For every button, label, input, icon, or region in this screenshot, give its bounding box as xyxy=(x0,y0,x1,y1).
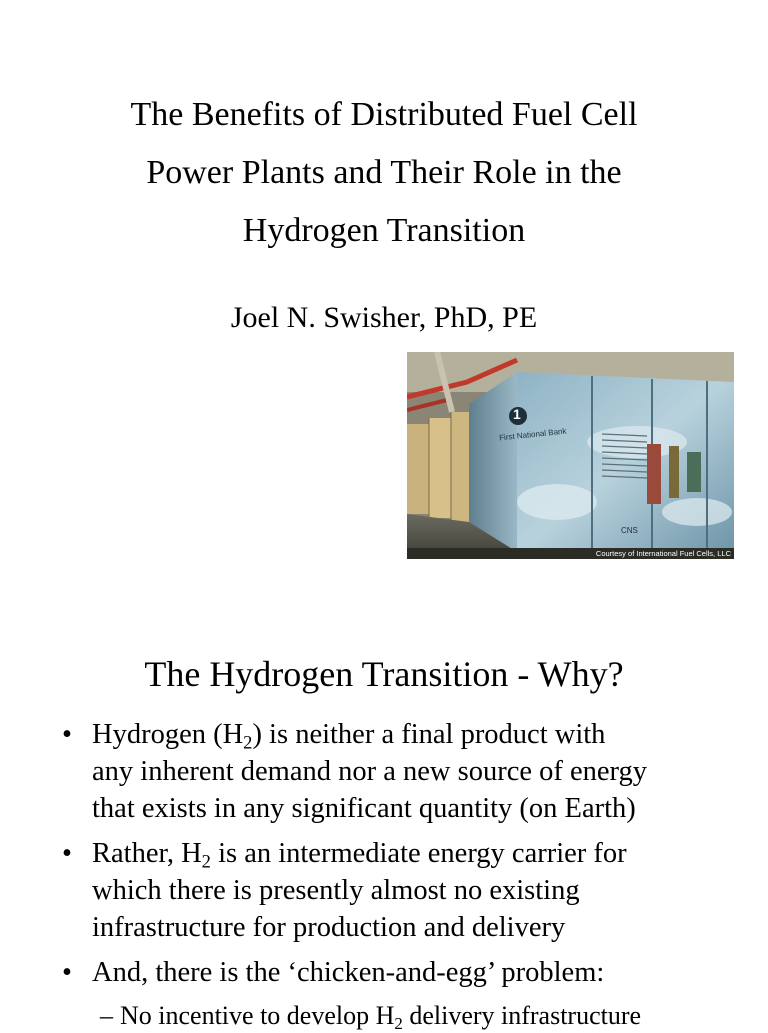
sub-bullet-dash: – xyxy=(100,1001,113,1030)
subscript: 2 xyxy=(243,732,253,754)
subscript: 2 xyxy=(394,1014,403,1033)
bullet-item xyxy=(62,835,742,946)
slide1-title-line-2: Power Plants and Their Role in the xyxy=(146,154,622,191)
panel-brand: CNS xyxy=(621,526,638,535)
bullet-line: infrastructure for production and delivery xyxy=(92,912,566,943)
bullet-dot: • xyxy=(62,957,72,988)
bullet-list xyxy=(62,716,742,1033)
bullet-line: which there is presently almost no existing xyxy=(92,875,580,906)
bullet-line: that exists in any significant quantity (on Earth) xyxy=(92,793,636,824)
bullet-line xyxy=(92,716,742,753)
bullet-line: And, there is the ‘chicken-and-egg’ problem: xyxy=(92,957,605,988)
panel-number: 1 xyxy=(513,406,521,422)
sub-bullet-item xyxy=(62,999,742,1033)
bullet-item xyxy=(62,716,742,827)
subscript: 2 xyxy=(201,851,211,873)
bullet-item xyxy=(62,954,742,991)
bullet-line xyxy=(92,835,742,872)
slide1-title-line-3: Hydrogen Transition xyxy=(242,212,526,249)
slide1-title-line-1: The Benefits of Distributed Fuel Cell xyxy=(130,96,638,133)
bullet-dot: • xyxy=(62,719,72,750)
slide1-author: Joel N. Swisher, PhD, PE xyxy=(230,301,538,334)
panel-text: First National Bank xyxy=(498,426,567,443)
bullet-text: Hydrogen (H xyxy=(92,719,244,750)
fuel-cell-photo-illustration xyxy=(407,352,734,559)
photo-credit: Courtesy of International Fuel Cells, LLC xyxy=(595,549,731,558)
sub-bullet-text: No incentive to develop H xyxy=(120,1001,395,1030)
slide1-title xyxy=(0,86,768,260)
bullet-text: is an intermediate energy carrier for xyxy=(210,838,627,869)
bullet-text: Rather, H xyxy=(92,838,202,869)
slide2-title: The Hydrogen Transition - Why? xyxy=(144,654,624,694)
sub-bullet-text: delivery infrastructure xyxy=(402,1001,642,1030)
bullet-dot: • xyxy=(62,838,72,869)
fuel-cell-photo xyxy=(407,352,734,559)
bullet-line: any inherent demand nor a new source of energy xyxy=(92,756,648,787)
bullet-text: ) is neither a final product with xyxy=(252,719,606,750)
